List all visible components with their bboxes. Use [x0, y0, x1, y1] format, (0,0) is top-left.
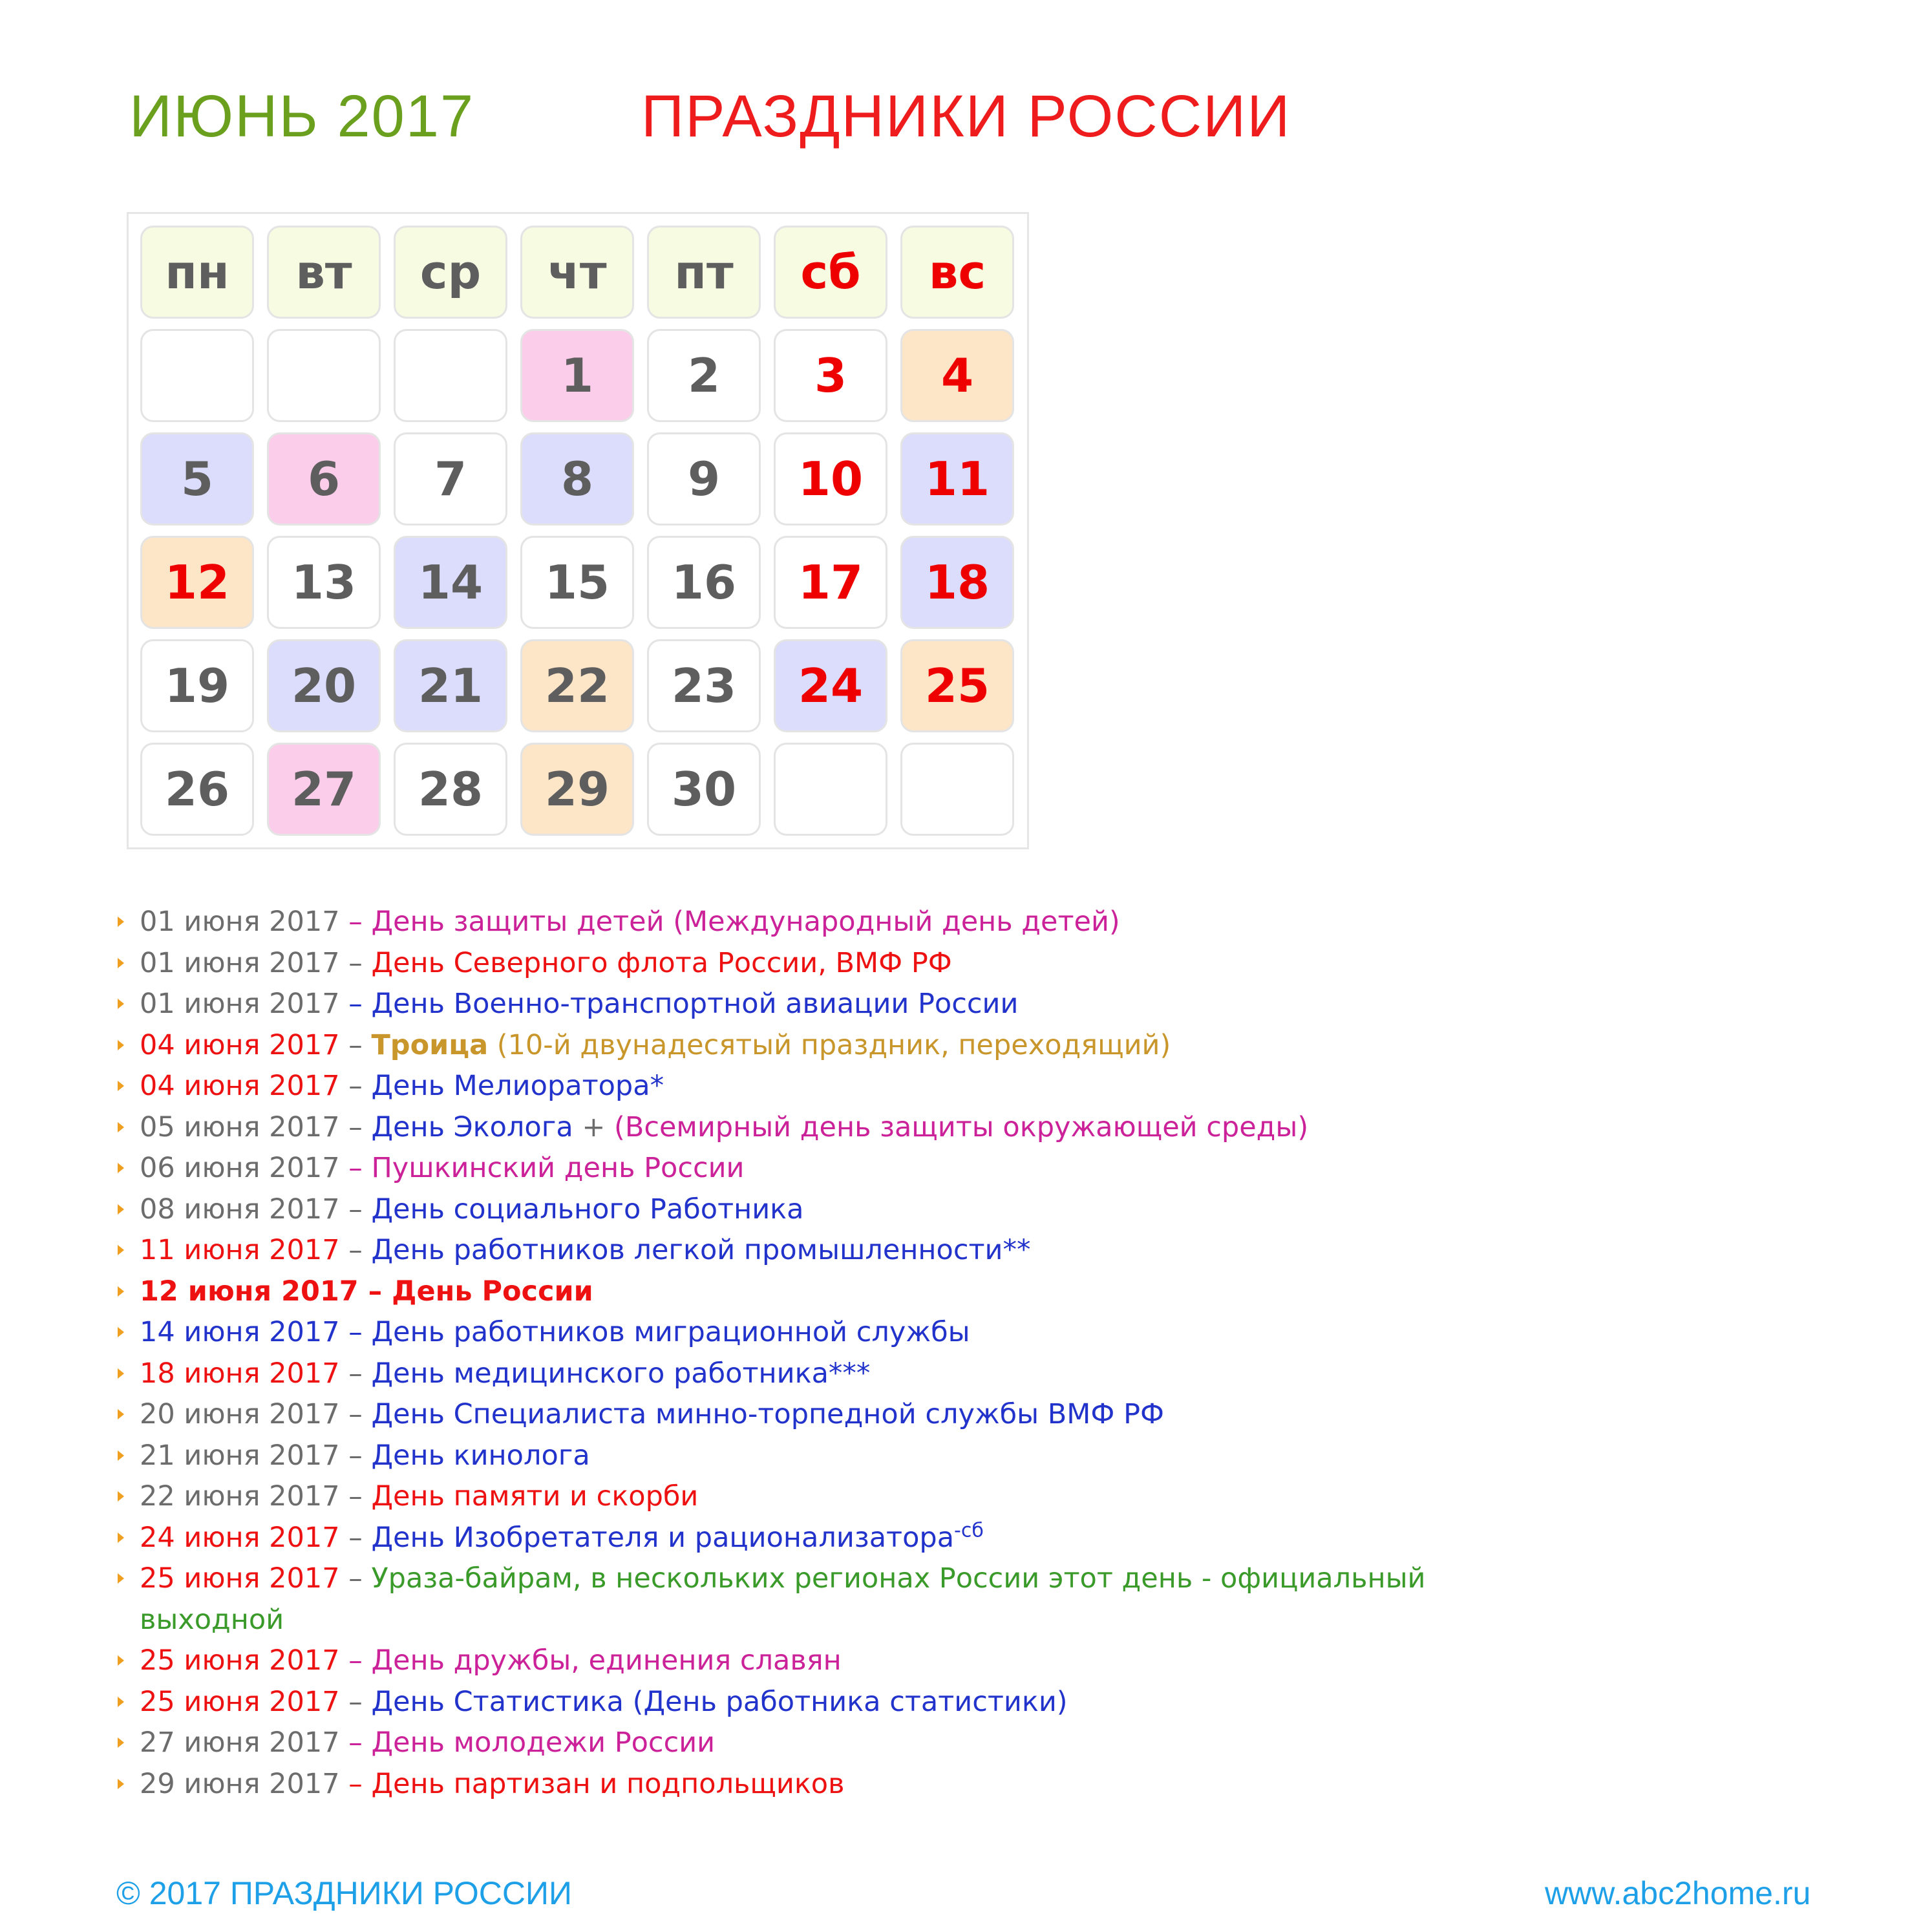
holiday-item: [116, 1558, 1542, 1640]
empty-day-cell: [140, 329, 254, 422]
bullet-triangle-icon: [118, 1245, 124, 1255]
holiday-date: 22 июня 2017: [140, 1480, 340, 1513]
bullet-triangle-icon: [118, 1450, 124, 1461]
holiday-date: 25 июня 2017: [140, 1685, 340, 1718]
holiday-text: –: [339, 1234, 372, 1266]
day-cell[interactable]: 7: [394, 432, 507, 525]
holiday-item: [116, 1230, 1862, 1271]
holiday-text: –: [339, 1028, 372, 1061]
holiday-date: 21 июня 2017: [140, 1439, 340, 1472]
holiday-item: [116, 1394, 1862, 1436]
day-cell[interactable]: 24: [774, 639, 887, 732]
bullet-triangle-icon: [118, 1163, 124, 1173]
holiday-text: –: [339, 1398, 372, 1430]
bullet-triangle-icon: [118, 917, 124, 927]
holiday-text: День памяти и скорби: [371, 1480, 699, 1513]
day-cell[interactable]: 28: [394, 743, 507, 836]
day-cell[interactable]: 12: [140, 536, 254, 629]
bullet-triangle-icon: [118, 1040, 124, 1050]
holiday-date: 14 июня 2017: [140, 1316, 340, 1348]
holiday-text: (Всемирный день защиты окружающей среды): [614, 1110, 1309, 1143]
holiday-item: [116, 1025, 1862, 1067]
holiday-text: День партизан и подпольщиков: [371, 1767, 845, 1800]
holiday-item: [116, 1518, 1862, 1559]
day-cell[interactable]: 27: [267, 743, 381, 836]
day-cell[interactable]: 11: [900, 432, 1014, 525]
holiday-date: 08 июня 2017: [140, 1193, 340, 1226]
bullet-triangle-icon: [118, 999, 124, 1009]
calendar-grid: [127, 212, 1029, 849]
holiday-date: 25 июня 2017: [140, 1562, 340, 1595]
holiday-item: [116, 1723, 1862, 1764]
holiday-text: +: [573, 1110, 615, 1143]
bullet-triangle-icon: [118, 1204, 124, 1215]
day-cell[interactable]: 3: [774, 329, 887, 422]
holiday-text: – Пушкинский день России: [339, 1152, 745, 1184]
holiday-text: – День молодежи России: [339, 1726, 716, 1759]
day-cell[interactable]: 25: [900, 639, 1014, 732]
bullet-triangle-icon: [118, 1737, 124, 1748]
day-cell[interactable]: 8: [520, 432, 634, 525]
holiday-text: День социального Работника: [371, 1193, 804, 1226]
footer-copyright: © 2017 ПРАЗДНИКИ РОССИИ: [116, 1875, 572, 1911]
holiday-item: [116, 984, 1862, 1025]
holiday-date: 01 июня 2017: [140, 946, 340, 979]
holiday-date: 29 июня 2017: [140, 1767, 340, 1800]
bullet-triangle-icon: [118, 1655, 124, 1666]
bullet-triangle-icon: [118, 1368, 124, 1379]
bullet-triangle-icon: [118, 1573, 124, 1584]
holiday-text: –: [339, 946, 372, 979]
bullet-triangle-icon: [118, 1533, 124, 1543]
bullet-triangle-icon: [118, 1081, 124, 1091]
holiday-date: 12 июня 2017 – День России: [140, 1275, 593, 1308]
day-cell[interactable]: 9: [647, 432, 761, 525]
day-cell[interactable]: 14: [394, 536, 507, 629]
day-cell[interactable]: 18: [900, 536, 1014, 629]
holiday-item: [116, 1066, 1862, 1107]
holiday-item: [116, 1189, 1862, 1231]
holiday-date: 25 июня 2017: [140, 1644, 340, 1677]
holiday-text: –: [339, 1070, 372, 1102]
holiday-date: 11 июня 2017: [140, 1234, 340, 1266]
bullet-triangle-icon: [118, 1327, 124, 1337]
holiday-text: –: [339, 1439, 372, 1472]
day-cell[interactable]: 6: [267, 432, 381, 525]
day-cell[interactable]: 15: [520, 536, 634, 629]
weekday-header: чт: [520, 226, 634, 319]
holiday-text: –: [339, 1110, 372, 1143]
page-title: ПРАЗДНИКИ РОССИИ: [641, 83, 1291, 149]
bullet-triangle-icon: [118, 1122, 124, 1132]
bullet-triangle-icon: [118, 1697, 124, 1707]
day-cell[interactable]: 2: [647, 329, 761, 422]
day-cell[interactable]: 21: [394, 639, 507, 732]
holiday-text: День работников легкой промышленности**: [371, 1234, 1031, 1266]
holiday-text: –: [339, 1357, 372, 1390]
holiday-item: [116, 1107, 1862, 1149]
day-cell[interactable]: 5: [140, 432, 254, 525]
day-cell[interactable]: 22: [520, 639, 634, 732]
bullet-triangle-icon: [118, 1409, 124, 1419]
bullet-triangle-icon: [118, 958, 124, 968]
holiday-item: [116, 1353, 1862, 1395]
weekday-header: пт: [647, 226, 761, 319]
holiday-date: 27 июня 2017: [140, 1726, 340, 1759]
weekday-header: ср: [394, 226, 507, 319]
empty-day-cell: [900, 743, 1014, 836]
holiday-date: 01 июня 2017: [140, 906, 340, 938]
holiday-text: – День работников миграционной службы: [339, 1316, 970, 1348]
day-cell[interactable]: 4: [900, 329, 1014, 422]
holiday-text: –: [339, 1562, 372, 1595]
bullet-triangle-icon: [118, 1491, 124, 1502]
weekday-header: пн: [140, 226, 254, 319]
holiday-item: [116, 1312, 1862, 1353]
holiday-date: 24 июня 2017: [140, 1521, 340, 1554]
day-cell[interactable]: 13: [267, 536, 381, 629]
holiday-text: День Изобретателя и рационализатора: [371, 1521, 955, 1554]
holiday-date: 01 июня 2017: [140, 988, 340, 1020]
day-cell[interactable]: 16: [647, 536, 761, 629]
holiday-item: [116, 1764, 1862, 1805]
holiday-text: День Эколога: [371, 1110, 573, 1143]
holiday-date: 04 июня 2017: [140, 1070, 340, 1102]
holiday-date: 04 июня 2017: [140, 1028, 340, 1061]
holiday-text: –: [339, 1480, 372, 1513]
weekday-header: вс: [900, 226, 1014, 319]
holiday-item: [116, 1271, 1862, 1313]
day-cell[interactable]: 23: [647, 639, 761, 732]
holiday-item: [116, 943, 1862, 984]
holiday-text: День Мелиоратора*: [371, 1070, 664, 1102]
footer-website-link[interactable]: www.abc2home.ru: [1545, 1875, 1811, 1911]
holiday-item: [116, 902, 1862, 943]
empty-day-cell: [774, 743, 887, 836]
holiday-text: –: [339, 1521, 372, 1554]
holiday-text: – День Военно-транспортной авиации России: [339, 988, 1019, 1020]
holiday-date: 05 июня 2017: [140, 1110, 340, 1143]
holiday-text: День Северного флота России, ВМФ РФ: [371, 946, 952, 979]
holiday-item: [116, 1476, 1862, 1518]
holiday-text: (10-й двунадесятый праздник, переходящий): [488, 1028, 1171, 1061]
empty-day-cell: [267, 329, 381, 422]
holiday-item: [116, 1640, 1862, 1682]
day-cell[interactable]: 19: [140, 639, 254, 732]
weekday-header: вт: [267, 226, 381, 319]
month-year-title: ИЮНЬ 2017: [129, 83, 475, 149]
holiday-text: День кинолога: [371, 1439, 590, 1472]
holiday-text: День Статистика (День работника статистики): [371, 1685, 1068, 1718]
holiday-text: –: [339, 1193, 372, 1226]
holiday-list: [116, 902, 1862, 1805]
bullet-triangle-icon: [118, 1779, 124, 1789]
holiday-text: День медицинского работника***: [371, 1357, 871, 1390]
day-cell[interactable]: 29: [520, 743, 634, 836]
day-cell[interactable]: 17: [774, 536, 887, 629]
holiday-text: Ураза-байрам, в нескольких регионах России этот день - официальный выходной: [140, 1562, 1426, 1636]
holiday-text: – День дружбы, единения славян: [339, 1644, 842, 1677]
holiday-text: День Специалиста минно-торпедной службы ВМФ РФ: [371, 1398, 1165, 1430]
holiday-item: [116, 1148, 1862, 1189]
weekday-header: сб: [774, 226, 887, 319]
holiday-text: –: [339, 1767, 372, 1800]
day-cell[interactable]: 26: [140, 743, 254, 836]
holiday-date: 06 июня 2017: [140, 1152, 340, 1184]
day-cell[interactable]: 30: [647, 743, 761, 836]
day-cell[interactable]: 1: [520, 329, 634, 422]
bullet-triangle-icon: [118, 1286, 124, 1297]
holiday-text: – День защиты детей (Международный день детей): [339, 906, 1120, 938]
holiday-item: [116, 1436, 1862, 1477]
holiday-superscript: -сб: [954, 1519, 984, 1542]
holiday-item: [116, 1682, 1862, 1723]
holiday-text: Троица: [371, 1028, 489, 1061]
day-cell[interactable]: 20: [267, 639, 381, 732]
day-cell[interactable]: 10: [774, 432, 887, 525]
holiday-date: 18 июня 2017: [140, 1357, 340, 1390]
holiday-date: 20 июня 2017: [140, 1398, 340, 1430]
empty-day-cell: [394, 329, 507, 422]
holiday-text: –: [339, 1685, 372, 1718]
